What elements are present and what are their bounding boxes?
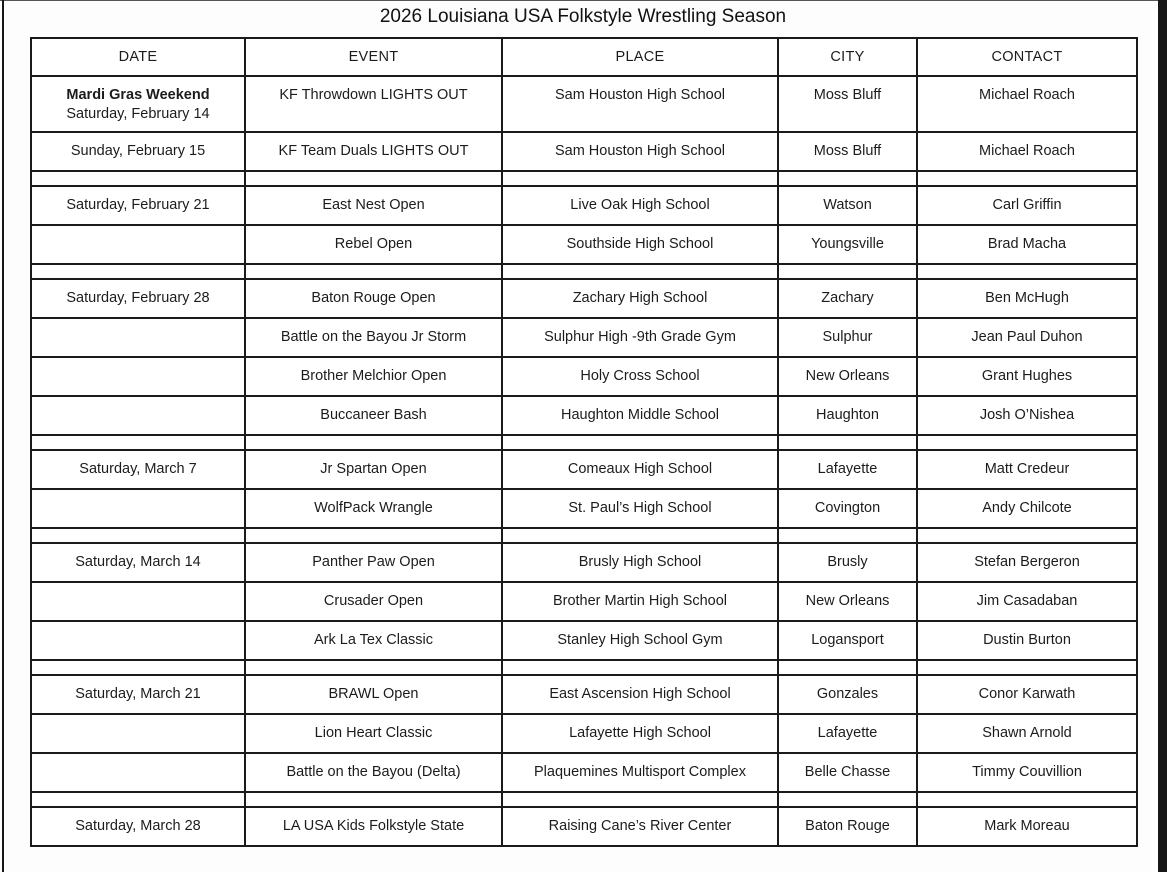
place-cell: Live Oak High School xyxy=(502,186,778,225)
spacer-cell xyxy=(778,171,917,186)
spacer-cell xyxy=(502,264,778,279)
table-row xyxy=(31,132,1137,171)
event-cell: BRAWL Open xyxy=(245,675,502,714)
table-row xyxy=(31,318,1137,357)
date-cell xyxy=(31,318,245,357)
date-cell: Saturday, March 7 xyxy=(31,450,245,489)
city-cell: Brusly xyxy=(778,543,917,582)
event-cell: East Nest Open xyxy=(245,186,502,225)
spacer-cell xyxy=(778,264,917,279)
place-cell: Raising Cane’s River Center xyxy=(502,807,778,846)
date-cell: Saturday, March 21 xyxy=(31,675,245,714)
spacer-cell xyxy=(778,435,917,450)
place-cell: Stanley High School Gym xyxy=(502,621,778,660)
event-cell: Brother Melchior Open xyxy=(245,357,502,396)
city-cell: Covington xyxy=(778,489,917,528)
city-cell: Baton Rouge xyxy=(778,807,917,846)
contact-cell: Conor Karwath xyxy=(917,675,1137,714)
contact-cell: Carl Griffin xyxy=(917,186,1137,225)
city-cell: Lafayette xyxy=(778,714,917,753)
date-cell: Sunday, February 15 xyxy=(31,132,245,171)
date-cell xyxy=(31,753,245,792)
contact-cell: Brad Macha xyxy=(917,225,1137,264)
date-line: Saturday, February 14 xyxy=(66,106,210,122)
spacer-row xyxy=(31,264,1137,279)
table-row xyxy=(31,489,1137,528)
contact-cell: Josh O’Nishea xyxy=(917,396,1137,435)
table-row xyxy=(31,357,1137,396)
spacer-cell xyxy=(502,792,778,807)
event-cell: Crusader Open xyxy=(245,582,502,621)
spacer-cell xyxy=(778,792,917,807)
column-header-place: PLACE xyxy=(502,38,778,76)
spacer-cell xyxy=(917,435,1137,450)
table-row xyxy=(31,225,1137,264)
spacer-cell xyxy=(245,435,502,450)
date-cell xyxy=(31,357,245,396)
spacer-row xyxy=(31,435,1137,450)
event-cell: Ark La Tex Classic xyxy=(245,621,502,660)
city-cell: Lafayette xyxy=(778,450,917,489)
top-edge-line xyxy=(0,0,1167,1)
event-cell: Lion Heart Classic xyxy=(245,714,502,753)
event-cell: Baton Rouge Open xyxy=(245,279,502,318)
city-cell: Youngsville xyxy=(778,225,917,264)
place-cell: Sam Houston High School xyxy=(502,76,778,132)
event-cell: Rebel Open xyxy=(245,225,502,264)
table-row xyxy=(31,279,1137,318)
table-row xyxy=(31,186,1137,225)
spacer-cell xyxy=(31,264,245,279)
place-cell: Zachary High School xyxy=(502,279,778,318)
contact-cell: Timmy Couvillion xyxy=(917,753,1137,792)
spacer-cell xyxy=(31,435,245,450)
date-cell xyxy=(31,582,245,621)
contact-cell: Jean Paul Duhon xyxy=(917,318,1137,357)
event-cell: WolfPack Wrangle xyxy=(245,489,502,528)
date-cell: Saturday, March 28 xyxy=(31,807,245,846)
event-cell: Battle on the Bayou (Delta) xyxy=(245,753,502,792)
spacer-cell xyxy=(31,660,245,675)
table-row xyxy=(31,396,1137,435)
date-cell: Saturday, February 21 xyxy=(31,186,245,225)
spacer-cell xyxy=(502,435,778,450)
column-header-date: DATE xyxy=(31,38,245,76)
place-cell: Brusly High School xyxy=(502,543,778,582)
contact-cell: Grant Hughes xyxy=(917,357,1137,396)
left-edge-line xyxy=(2,0,4,872)
place-cell: Plaquemines Multisport Complex xyxy=(502,753,778,792)
date-cell xyxy=(31,225,245,264)
spacer-row xyxy=(31,660,1137,675)
spacer-cell xyxy=(245,792,502,807)
date-cell: Saturday, March 14 xyxy=(31,543,245,582)
city-cell: Haughton xyxy=(778,396,917,435)
spacer-cell xyxy=(31,528,245,543)
table-row xyxy=(31,582,1137,621)
contact-cell: Dustin Burton xyxy=(917,621,1137,660)
header-row xyxy=(31,38,1137,76)
date-cell xyxy=(31,714,245,753)
city-cell: Gonzales xyxy=(778,675,917,714)
spacer-cell xyxy=(502,171,778,186)
contact-cell: Stefan Bergeron xyxy=(917,543,1137,582)
spacer-cell xyxy=(502,660,778,675)
city-cell: Belle Chasse xyxy=(778,753,917,792)
table-row xyxy=(31,753,1137,792)
spacer-cell xyxy=(31,792,245,807)
event-cell: KF Throwdown LIGHTS OUT xyxy=(245,76,502,132)
spacer-cell xyxy=(245,264,502,279)
contact-cell: Andy Chilcote xyxy=(917,489,1137,528)
event-cell: LA USA Kids Folkstyle State xyxy=(245,807,502,846)
spacer-cell xyxy=(778,660,917,675)
page-title: 2026 Louisiana USA Folkstyle Wrestling Season xyxy=(379,6,787,27)
spacer-row xyxy=(31,528,1137,543)
spacer-cell xyxy=(917,792,1137,807)
spacer-row xyxy=(31,792,1137,807)
place-cell: Haughton Middle School xyxy=(502,396,778,435)
place-cell: East Ascension High School xyxy=(502,675,778,714)
place-cell: St. Paul’s High School xyxy=(502,489,778,528)
date-cell xyxy=(31,76,245,132)
date-cell xyxy=(31,396,245,435)
column-header-contact: CONTACT xyxy=(917,38,1137,76)
place-cell: Sulphur High -9th Grade Gym xyxy=(502,318,778,357)
place-cell: Holy Cross School xyxy=(502,357,778,396)
contact-cell: Ben McHugh xyxy=(917,279,1137,318)
place-cell: Southside High School xyxy=(502,225,778,264)
spacer-cell xyxy=(917,264,1137,279)
date-cell xyxy=(31,489,245,528)
spacer-cell xyxy=(917,171,1137,186)
event-cell: Buccaneer Bash xyxy=(245,396,502,435)
spacer-row xyxy=(31,171,1137,186)
spacer-cell xyxy=(245,660,502,675)
column-header-event: EVENT xyxy=(245,38,502,76)
table-row xyxy=(31,76,1137,132)
place-cell: Lafayette High School xyxy=(502,714,778,753)
date-cell: Saturday, February 28 xyxy=(31,279,245,318)
place-cell: Sam Houston High School xyxy=(502,132,778,171)
table-row xyxy=(31,621,1137,660)
spacer-cell xyxy=(245,528,502,543)
table-row xyxy=(31,807,1137,846)
city-cell: New Orleans xyxy=(778,357,917,396)
date-line-bold: Mardi Gras Weekend xyxy=(66,87,210,103)
city-cell: Moss Bluff xyxy=(778,132,917,171)
table-row xyxy=(31,714,1137,753)
table-row xyxy=(31,450,1137,489)
event-cell: Panther Paw Open xyxy=(245,543,502,582)
spacer-cell xyxy=(778,528,917,543)
city-cell: New Orleans xyxy=(778,582,917,621)
contact-cell: Michael Roach xyxy=(917,76,1137,132)
contact-cell: Matt Credeur xyxy=(917,450,1137,489)
spacer-cell xyxy=(245,171,502,186)
right-edge-bar xyxy=(1158,0,1167,872)
place-cell: Brother Martin High School xyxy=(502,582,778,621)
place-cell: Comeaux High School xyxy=(502,450,778,489)
column-header-city: CITY xyxy=(778,38,917,76)
spacer-cell xyxy=(917,660,1137,675)
table-row xyxy=(31,543,1137,582)
date-cell xyxy=(31,621,245,660)
table-row xyxy=(31,675,1137,714)
spacer-cell xyxy=(502,528,778,543)
contact-cell: Mark Moreau xyxy=(917,807,1137,846)
spacer-cell xyxy=(917,528,1137,543)
city-cell: Zachary xyxy=(778,279,917,318)
city-cell: Moss Bluff xyxy=(778,76,917,132)
contact-cell: Shawn Arnold xyxy=(917,714,1137,753)
spacer-cell xyxy=(31,171,245,186)
event-cell: Battle on the Bayou Jr Storm xyxy=(245,318,502,357)
city-cell: Sulphur xyxy=(778,318,917,357)
city-cell: Logansport xyxy=(778,621,917,660)
schedule-table xyxy=(30,37,1138,847)
city-cell: Watson xyxy=(778,186,917,225)
contact-cell: Michael Roach xyxy=(917,132,1137,171)
event-cell: Jr Spartan Open xyxy=(245,450,502,489)
event-cell: KF Team Duals LIGHTS OUT xyxy=(245,132,502,171)
contact-cell: Jim Casadaban xyxy=(917,582,1137,621)
